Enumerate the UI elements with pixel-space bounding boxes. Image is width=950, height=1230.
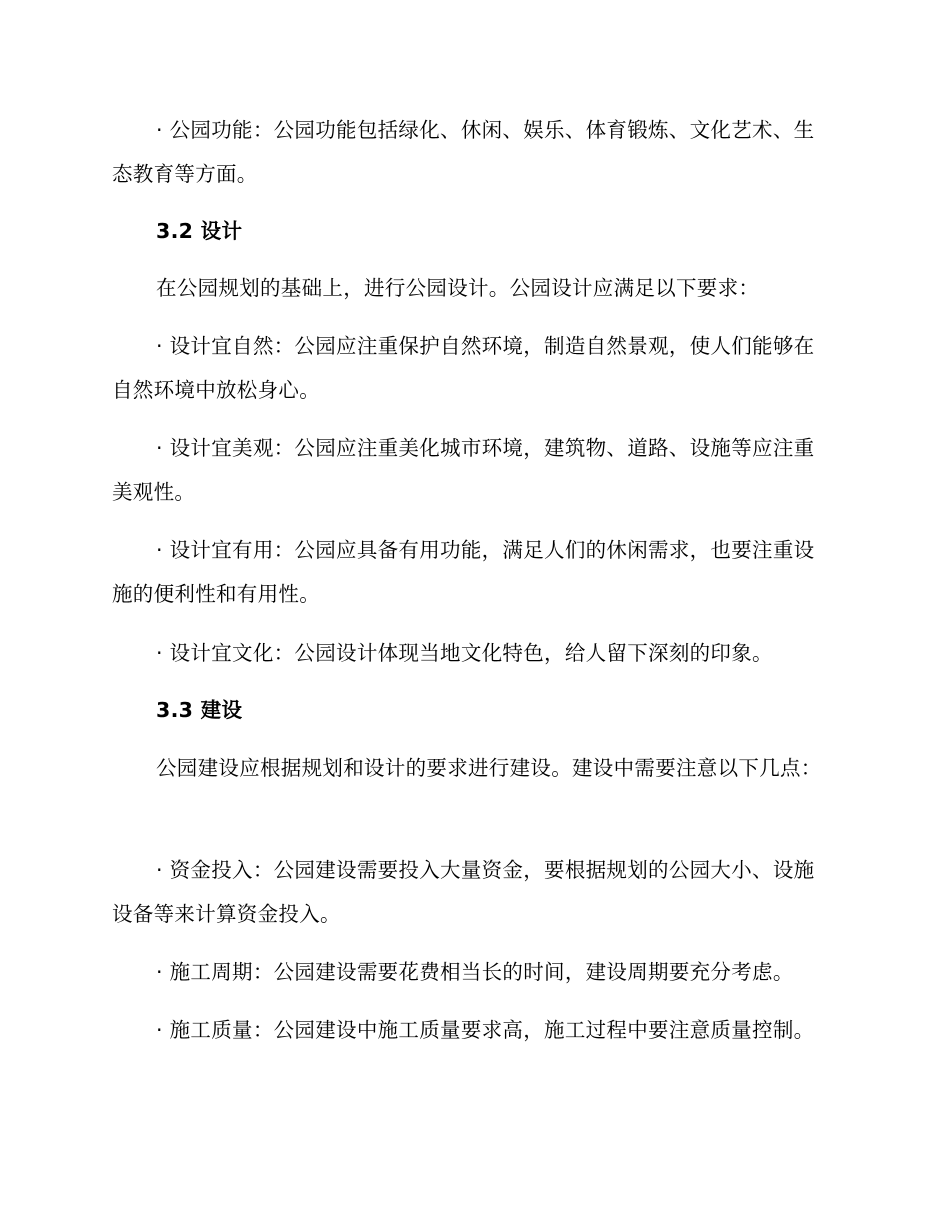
bullet-design-beautiful: · 设计宜美观：公园应注重美化城市环境，建筑物、道路、设施等应注重美观性。 xyxy=(112,436,815,504)
bullet-design-natural: · 设计宜自然：公园应注重保护自然环境，制造自然景观，使人们能够在自然环境中放松身心。 xyxy=(112,334,815,402)
bullet-capital-investment: · 资金投入：公园建设需要投入大量资金，要根据规划的公园大小、设施设备等来计算资金投入。 xyxy=(112,858,815,926)
bullet-design-cultural: · 设计宜文化：公园设计体现当地文化特色，给人留下深刻的印象。 xyxy=(156,641,773,665)
bullet-park-function: · 公园功能：公园功能包括绿化、休闲、娱乐、体育锻炼、文化艺术、生态教育等方面。 xyxy=(112,118,815,186)
design-intro-paragraph: 在公园规划的基础上，进行公园设计。公园设计应满足以下要求： xyxy=(156,276,760,300)
bullet-construction-quality: · 施工质量：公园建设中施工质量要求高，施工过程中要注意质量控制。 xyxy=(156,1018,815,1042)
section-heading-construction: 3.3 建设 xyxy=(156,698,243,722)
bullet-design-useful: · 设计宜有用：公园应具备有用功能，满足人们的休闲需求，也要注重设施的便利性和有用性。 xyxy=(112,538,815,606)
bullet-construction-period: · 施工周期：公园建设需要花费相当长的时间，建设周期要充分考虑。 xyxy=(156,960,794,984)
section-heading-design: 3.2 设计 xyxy=(156,219,243,243)
construction-intro-paragraph: 公园建设应根据规划和设计的要求进行建设。建设中需要注意以下几点： xyxy=(156,756,822,780)
